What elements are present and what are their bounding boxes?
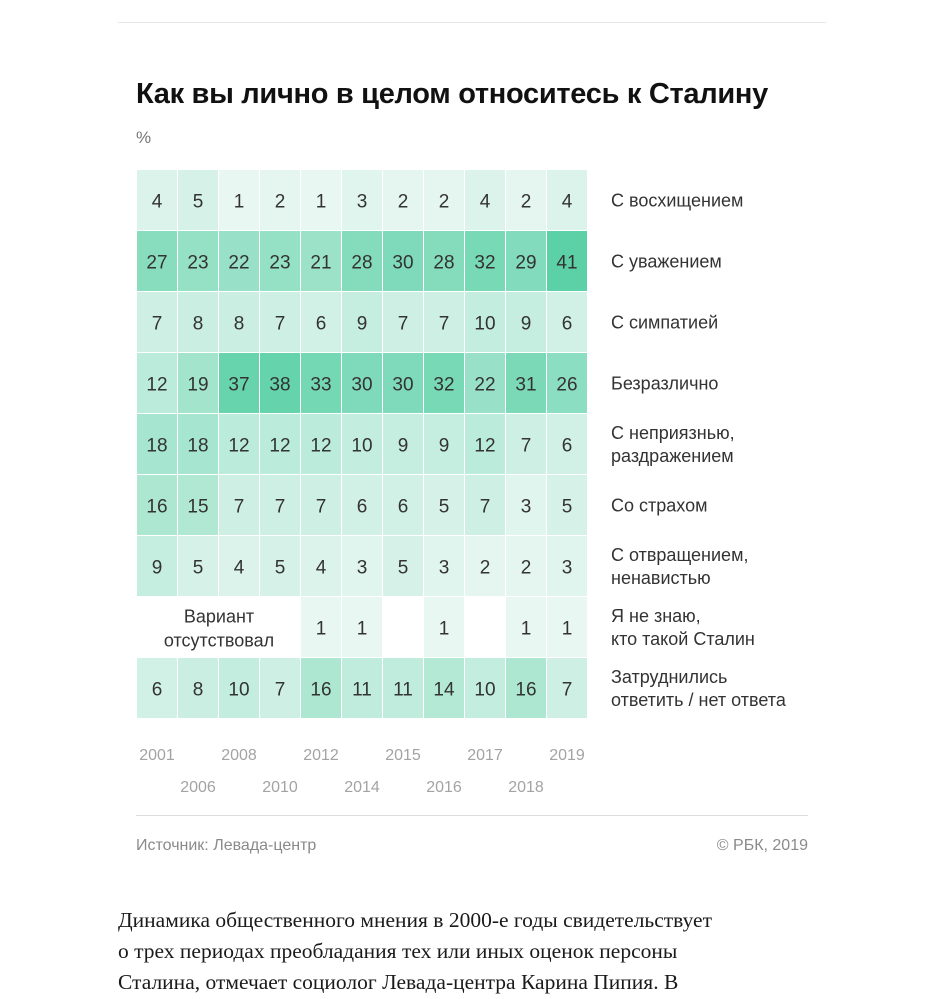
cell-value: 5 <box>438 496 450 518</box>
cell-value: 5 <box>397 557 409 579</box>
cell-value: 8 <box>192 679 204 701</box>
cell-value: 4 <box>561 191 573 213</box>
cell-value: 12 <box>310 435 332 457</box>
year-tick-label: 2017 <box>467 747 503 764</box>
row-label: Затруднились <box>611 667 728 687</box>
cell-value: 9 <box>356 313 368 335</box>
cell-value: 22 <box>474 374 496 396</box>
cell-value: 7 <box>274 313 286 335</box>
cell-value: 33 <box>310 374 332 396</box>
cell-value: 10 <box>351 435 373 457</box>
cell-value: 18 <box>146 435 168 457</box>
row-label: раздражением <box>611 446 734 466</box>
cell-value: 4 <box>151 191 163 213</box>
cell-value: 1 <box>233 191 245 213</box>
cell-value: 6 <box>151 679 163 701</box>
footer-divider <box>136 815 808 816</box>
row-label: С отвращением, <box>611 545 749 565</box>
year-tick-label: 2014 <box>344 779 380 796</box>
cell-value: 4 <box>233 557 245 579</box>
cell-value: 4 <box>479 191 491 213</box>
cell-value: 15 <box>187 496 209 518</box>
cell-value: 6 <box>561 435 573 457</box>
cell-value: 1 <box>438 618 450 640</box>
cell-value: 1 <box>520 618 532 640</box>
cell-value: 3 <box>561 557 573 579</box>
cell-value: 2 <box>520 557 532 579</box>
cell-value: 7 <box>274 496 286 518</box>
cell-value: 9 <box>520 313 532 335</box>
cell-value: 2 <box>274 191 286 213</box>
cell-value: 10 <box>474 313 496 335</box>
cell-value: 19 <box>187 374 209 396</box>
cell-value: 2 <box>397 191 409 213</box>
row-label: Со страхом <box>611 495 708 516</box>
missing-option-note: отсутствовал <box>163 630 275 651</box>
cell-value: 16 <box>146 496 168 518</box>
row-label: С неприязнью, <box>611 423 735 443</box>
cell-value: 8 <box>192 313 204 335</box>
cell-value: 8 <box>233 313 245 335</box>
cell-value: 5 <box>561 496 573 518</box>
cell-value: 7 <box>151 313 163 335</box>
row-label: Безразлично <box>611 373 719 394</box>
cell-value: 28 <box>351 252 373 274</box>
year-tick-label: 2016 <box>426 779 462 796</box>
cell-value: 7 <box>274 679 286 701</box>
cell-value: 5 <box>274 557 286 579</box>
cell-value: 41 <box>556 252 578 274</box>
cell-value: 30 <box>392 252 414 274</box>
article-line: Динамика общественного мнения в 2000-е годы свидетельствует <box>118 908 712 932</box>
year-tick-label: 2012 <box>303 747 339 764</box>
cell-value: 38 <box>269 374 291 396</box>
cell-value: 6 <box>356 496 368 518</box>
year-tick-label: 2010 <box>262 779 298 796</box>
cell-value: 37 <box>228 374 250 396</box>
cell-value: 9 <box>397 435 409 457</box>
cell-value: 11 <box>393 679 413 701</box>
article-line: о трех периодах преобладания тех или иных оценок персоны <box>118 939 678 963</box>
cell-value: 10 <box>474 679 496 701</box>
cell-value: 12 <box>474 435 496 457</box>
missing-option-note: Вариант <box>183 606 255 627</box>
year-tick-label: 2019 <box>549 747 585 764</box>
cell-value: 3 <box>438 557 450 579</box>
cell-value: 1 <box>315 191 327 213</box>
cell-value: 9 <box>151 557 163 579</box>
cell-value: 6 <box>561 313 573 335</box>
row-label: С уважением <box>611 251 722 272</box>
cell-value: 11 <box>352 679 372 701</box>
cell-value: 1 <box>356 618 368 640</box>
year-tick-label: 2018 <box>508 779 544 796</box>
cell-value: 7 <box>315 496 327 518</box>
cell-value: 16 <box>310 679 332 701</box>
cell-value: 21 <box>310 252 332 274</box>
article-line: Сталина, отмечает социолог Левада-центра Карина Пипия. В <box>118 970 679 994</box>
cell-value: 30 <box>392 374 414 396</box>
cell-value: 22 <box>228 252 250 274</box>
cell-value: 26 <box>556 374 578 396</box>
row-label: С симпатией <box>611 312 719 333</box>
cell-value: 7 <box>561 679 573 701</box>
year-tick-label: 2015 <box>385 747 421 764</box>
year-tick-label: 2006 <box>180 779 216 796</box>
cell-value: 2 <box>479 557 491 579</box>
copyright-note: © РБК, 2019 <box>716 837 808 854</box>
cell-value: 10 <box>228 679 250 701</box>
cell-value: 3 <box>356 557 368 579</box>
row-label: Я не знаю, <box>611 606 701 626</box>
cell-value: 28 <box>433 252 455 274</box>
row-label: ответить / нет ответа <box>611 690 786 710</box>
cell-value: 5 <box>192 191 204 213</box>
cell-value: 7 <box>233 496 245 518</box>
cell-value: 2 <box>520 191 532 213</box>
cell-value: 18 <box>187 435 209 457</box>
article-paragraph <box>118 905 828 998</box>
cell-value: 32 <box>474 252 496 274</box>
cell-value: 1 <box>315 618 327 640</box>
cell-value: 12 <box>269 435 291 457</box>
year-tick-label: 2001 <box>139 747 175 764</box>
cell-value: 23 <box>187 252 209 274</box>
cell-value: 1 <box>561 618 573 640</box>
cell-value: 16 <box>515 679 537 701</box>
cell-value: 6 <box>315 313 327 335</box>
cell-value: 29 <box>515 252 537 274</box>
row-label: С восхищением <box>611 190 744 211</box>
year-tick-label: 2008 <box>221 747 257 764</box>
cell-value: 12 <box>146 374 168 396</box>
cell-value: 7 <box>479 496 491 518</box>
cell-value: 7 <box>520 435 532 457</box>
cell-value: 9 <box>438 435 450 457</box>
source-note: Источник: Левада-центр <box>136 837 317 854</box>
cell-value: 7 <box>438 313 450 335</box>
cell-value: 14 <box>433 679 455 701</box>
chart-title: Как вы лично в целом относитесь к Сталину <box>136 78 768 110</box>
cell-value: 12 <box>228 435 250 457</box>
cell-value: 5 <box>192 557 204 579</box>
cell-value: 30 <box>351 374 373 396</box>
row-label: ненавистью <box>611 568 711 588</box>
cell-value: 2 <box>438 191 450 213</box>
cell-value: 23 <box>269 252 291 274</box>
cell-value: 32 <box>433 374 455 396</box>
row-label: кто такой Сталин <box>611 629 755 649</box>
cell-value: 3 <box>520 496 532 518</box>
cell-value: 6 <box>397 496 409 518</box>
cell-value: 27 <box>146 252 168 274</box>
cell-value: 7 <box>397 313 409 335</box>
cell-value: 3 <box>356 191 368 213</box>
cell-value: 31 <box>515 374 537 396</box>
cell-value: 4 <box>315 557 327 579</box>
unit-label: % <box>136 128 152 147</box>
